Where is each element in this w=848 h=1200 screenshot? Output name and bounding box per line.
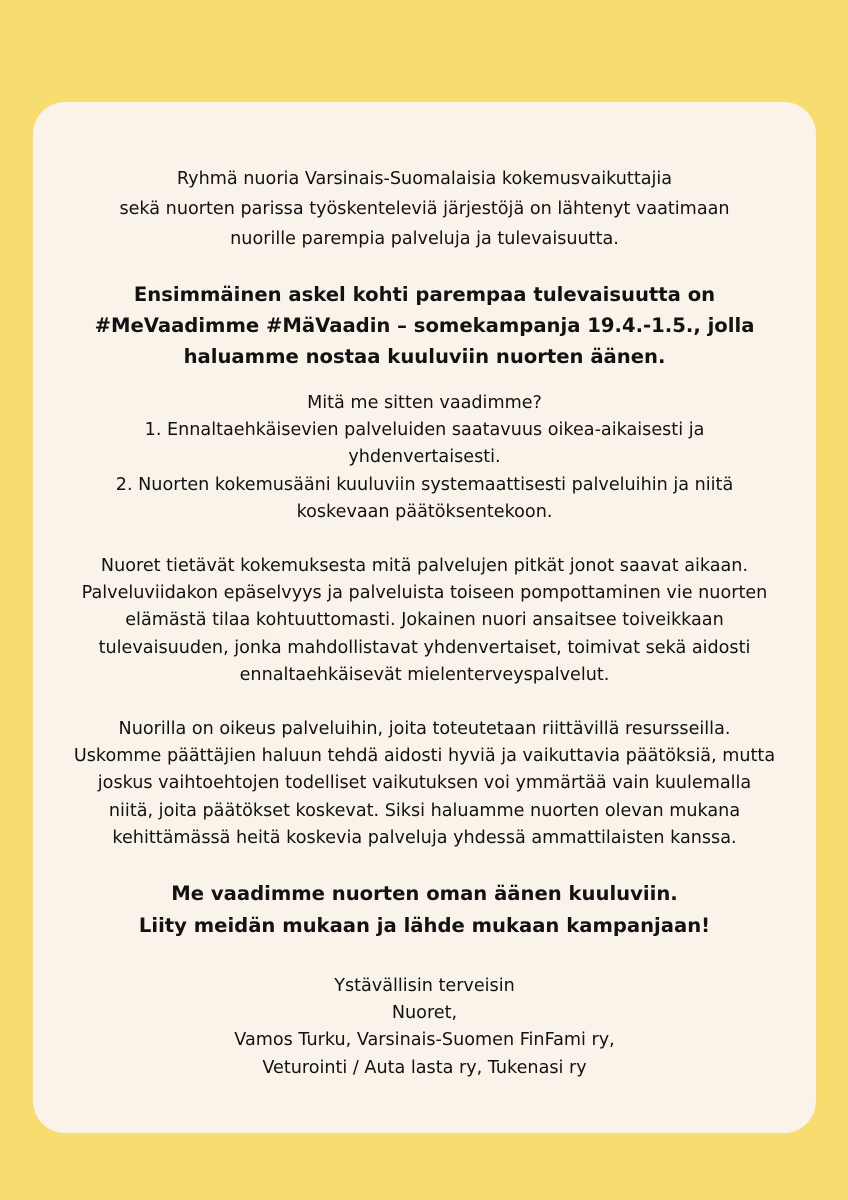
signoff — [33, 973, 816, 1082]
intro-line: nuorille parempia palveluja ja tulevaisuutta. — [230, 229, 619, 249]
demands-list — [33, 390, 816, 526]
demand-item-2: 2. Nuorten kokemusääni kuuluviin systemaattisesti palveluihin ja niitä — [115, 474, 734, 495]
paragraph-line: Palveluviidakon epäselvyys ja palveluista toiseen pompottaminen vie nuorten — [81, 583, 768, 604]
signoff-orgs: Vamos Turku, Varsinais-Suomen FinFami ry, — [234, 1030, 615, 1051]
paragraph-line: Nuoret tietävät kokemuksesta mitä palvelujen pitkät jonot saavat aikaan. — [100, 556, 749, 577]
paragraph-line: tulevaisuuden, jonka mahdollistavat yhdenvertaiset, toimivat sekä aidosti — [98, 637, 751, 658]
intro-line: Ryhmä nuoria Varsinais-Suomalaisia kokemusvaikuttajia — [176, 169, 673, 189]
call-to-action — [33, 878, 816, 942]
paragraph-line: elämästä tilaa kohtuuttomasti. Jokainen nuori ansaitsee toiveikkaan — [125, 610, 724, 631]
paragraph-rights — [33, 716, 816, 852]
paragraph-line: niitä, joita päätökset koskevat. Siksi haluamme nuorten olevan mukana — [108, 800, 741, 821]
paragraph-experience — [33, 553, 816, 689]
demands-question: Mitä me sitten vaadimme? — [307, 393, 542, 413]
cta-line: Me vaadimme nuorten oman äänen kuuluviin. — [171, 882, 678, 906]
paragraph-line: Nuorilla on oikeus palveluihin, joita toteutetaan riittävillä resursseilla. — [118, 719, 731, 740]
paragraph-line: kehittämässä heitä koskevia palveluja yhdessä ammattilaisten kanssa. — [112, 827, 737, 848]
paragraph-line: ennaltaehkäisevät mielenterveyspalvelut. — [239, 664, 610, 685]
signoff-greeting: Ystävällisin terveisin — [334, 976, 515, 997]
headline-line: #MeVaadimme #MäVaadin – somekampanja 19.4.-1.5., jolla — [94, 314, 755, 337]
cta-line: Liity meidän mukaan ja lähde mukaan kampanjaan! — [138, 914, 711, 938]
paragraph-line: Uskomme päättäjien haluun tehdä aidosti hyviä ja vaikuttavia päätöksiä, mutta — [73, 746, 776, 767]
intro-text — [33, 164, 816, 254]
headline-line: haluamme nostaa kuuluviin nuorten äänen. — [183, 345, 666, 368]
demand-item-1-cont: yhdenvertaisesti. — [348, 447, 501, 468]
intro-line: sekä nuorten parissa työskenteleviä järjestöjä on lähtenyt vaatimaan — [119, 199, 730, 219]
paragraph-line: joskus vaihtoehtojen todelliset vaikutuksen voi ymmärtää vain kuulemalla — [97, 773, 752, 794]
demand-item-2-cont: koskevaan päätöksentekoon. — [296, 501, 553, 522]
letter-card — [33, 102, 816, 1133]
signoff-orgs: Veturointi / Auta lasta ry, Tukenasi ry — [262, 1057, 587, 1078]
headline-line: Ensimmäinen askel kohti parempaa tulevaisuutta on — [133, 283, 716, 306]
signoff-youth: Nuoret, — [391, 1003, 458, 1024]
demand-item-1: 1. Ennaltaehkäisevien palveluiden saatavuus oikea-aikaisesti ja — [144, 420, 705, 441]
campaign-headline — [33, 279, 816, 372]
